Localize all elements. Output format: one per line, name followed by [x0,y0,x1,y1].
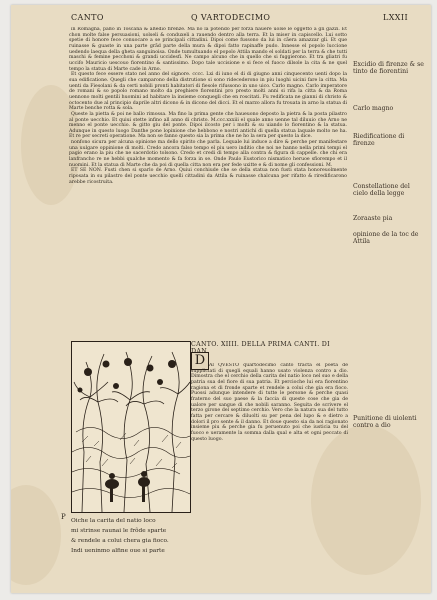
margin-note: Constellatione del cielo della legge [353,183,410,198]
verse-line: Oiche la carita del natio loco [71,518,156,524]
commentary-paragraph: nonfono sicura per alcuna opinione ma dello spirito che parla. Lequale lui induce a dire & perche per manifestare una uulgare oppinione di molti. Credo ancora falso tempo el piu uero inditio che noi ne hanno nella primi tempi el pagio erano la piu che ne sacerdotio tolsono. Credo et credi di tempo alla contra & figura di cappelle. che chi era lanfrancho re ne hebbi qualche momento & fa forza in se. Onde Paulo Eustorico nismatico heruoe sfiorempo et il nuomini. Et la statua di Marte che da poi di quella citta non era per fede uxitte e & di nome gli confessioni. M. [69,140,347,168]
commentary-paragraph: ET SE NON. Fusti chen si sparlo de Arno. Quiui conchiude che se della statua non fusti stata honoreuolmente riposata in su pilastro del ponte uecchio quelli cittadini da Attila & ruinasse chalcuna per rifatto & riredificarono arebbe ricostruita. [69,168,347,185]
drop-capital: D [191,352,209,370]
commentary-paragraph: Queste la pietta & poi ne ballo rimossa. Ma fino la prima gente che haueuono deposto la pietra & la posta pilastro al ponte uecchio. Et quiui stette infino all anno di christo. M.ccc.xxxiii el quale anno uenne tal diluuio che Arno ne menno el ponte uecchio. & gitto giu del ponte. Dipoi ilcosto per i molti & su uiando lo fiorentino & la statua. Adunque in questo luogo Danthe pone lopinione che hebbono e nostri antichi di quella statua laquale molto ne ha. Et re per secreti operatione. Ma non se fanno questo sia la prima che ne ho la sera per questo la dice. [69,111,347,140]
canto-title: CANTO. XIIII. DELLA PRIMA CANTI. DI [191,341,330,348]
margin-note: Zoraaste pia [353,215,393,222]
running-header [11,13,431,27]
margin-note: Punitione di uiolenti contro a dio [353,415,417,430]
commentary-paragraph: in Romagna, paßo in Toscana & aßedio firenze. Ma nõ la potendo per forza hauere uolse le oggetto a gli gazzi. Et chon molte false persuasioni, uolseli & conduxeli a rauendo dentro alla terra. Et la miser in capiscello. Lui sotto spetie di honore fece conuocare a se principali cittadini. Dipoi come fussono da lui in cãera amazzar gli. Et que ruinasse & guaste in una parte grãd parte della mura & dipoi fatto rapinaffe pudo. Innesse el popolo luccione uedendo laequa della gheta sanguinoisa. Onde tumultuando el popolo Attila mando el soldati per la terra & che tutti maschi & femine pecchoni & grandi uccidesfi. Ne campo alcuno che in quello che si fuggierono. Et tra gliatri fu uccifo Mauricio uescouo fiorentino & santissimo. Dopo tale uccisione e si fece el fuoco dilsole la cita & ne quel tempo la statua di Marte cade in Arno. [69,27,347,72]
header-canto: CANTO [71,13,104,22]
margin-note: Carlo magno [353,105,394,112]
woodcut-drawing [72,342,190,512]
manuscript-page [11,5,431,593]
commentary-paragraph: Et questo fece essere stato nel anno del signore. cccc. Lxi di iuno el di di giugno anni cinquecento uenti dopo la sua edificatione. Quegli che camparono della distrutione si sono ridecederono in piu luoghi uicini fare la citta. Ma uenti da Fiesolani & da certi nobili pronti habitatori di fiesole rifussono in uno uico. Carlo magno. Carlo imperatore de romani & so popolo romano molto da preghiere fiorentini pro presto molti anni si rifa la citta & da Roma uennono molti gentili huomini ad habitare la insieme conquegli che en roscitati. Fu redificata ne gianni di christo & octocento due al principio daprile altri dicono & in dicono del dicci. Et el marzo allora fu trouata in arno la statua di Marte benche rotta & sola. [69,72,347,112]
commentary-text [69,27,347,337]
margin-note: Excidio di firenze & se tinto de fiorentini [353,61,424,76]
verse-line: Indi ueninmo alfine oue si parte [71,548,165,554]
verse-line: mi strinse raunai le frõde sparte [71,528,167,534]
verse-capital: P [61,513,66,521]
folio-number: LXXII [383,13,409,22]
verse-line: & rendele a colui chera gia fioco. [71,538,169,544]
header-canto-number: Q VARTODECIMO [191,13,271,22]
canto-intro-text: Al QVESTO quartodecimo canto tracta el poeta de suppliciati di quegli equali hanno usato violenza contro a dio. Dimostra che el cerchio della carita del natio loco nel suo e della patria sua del fiore di sua patria. Et percioche lui era fiorentino ragiona et di fronde sparte et rendele a colui che gia era fioco. Puossi adunque intendere di tutte le persone & perche quasi fraterno del suo paese & la faccia di queste cose che gia de ualore per sangue di che nobili saranno. Seguita de scrivere el terzo girone del septimo cerchio. Vero che la natura sua del tutto fatta per cercare & diluolti su per pena del lupo & e dietro a dolori il pro sente & il danno. Et doue questo sia da noi ragionato insieme piu & perche gia fu peruenuto poi che iusticia tu del fuoco e ueramente la somma dalla qual e alta et ogni peccato di questo luogo. [191,363,348,442]
margin-note: opinione de la toc de Attila [353,231,419,246]
woodcut-illustration [71,341,191,513]
paper-stain [11,485,61,585]
margin-note: Riedificatione di firenze [353,133,405,148]
